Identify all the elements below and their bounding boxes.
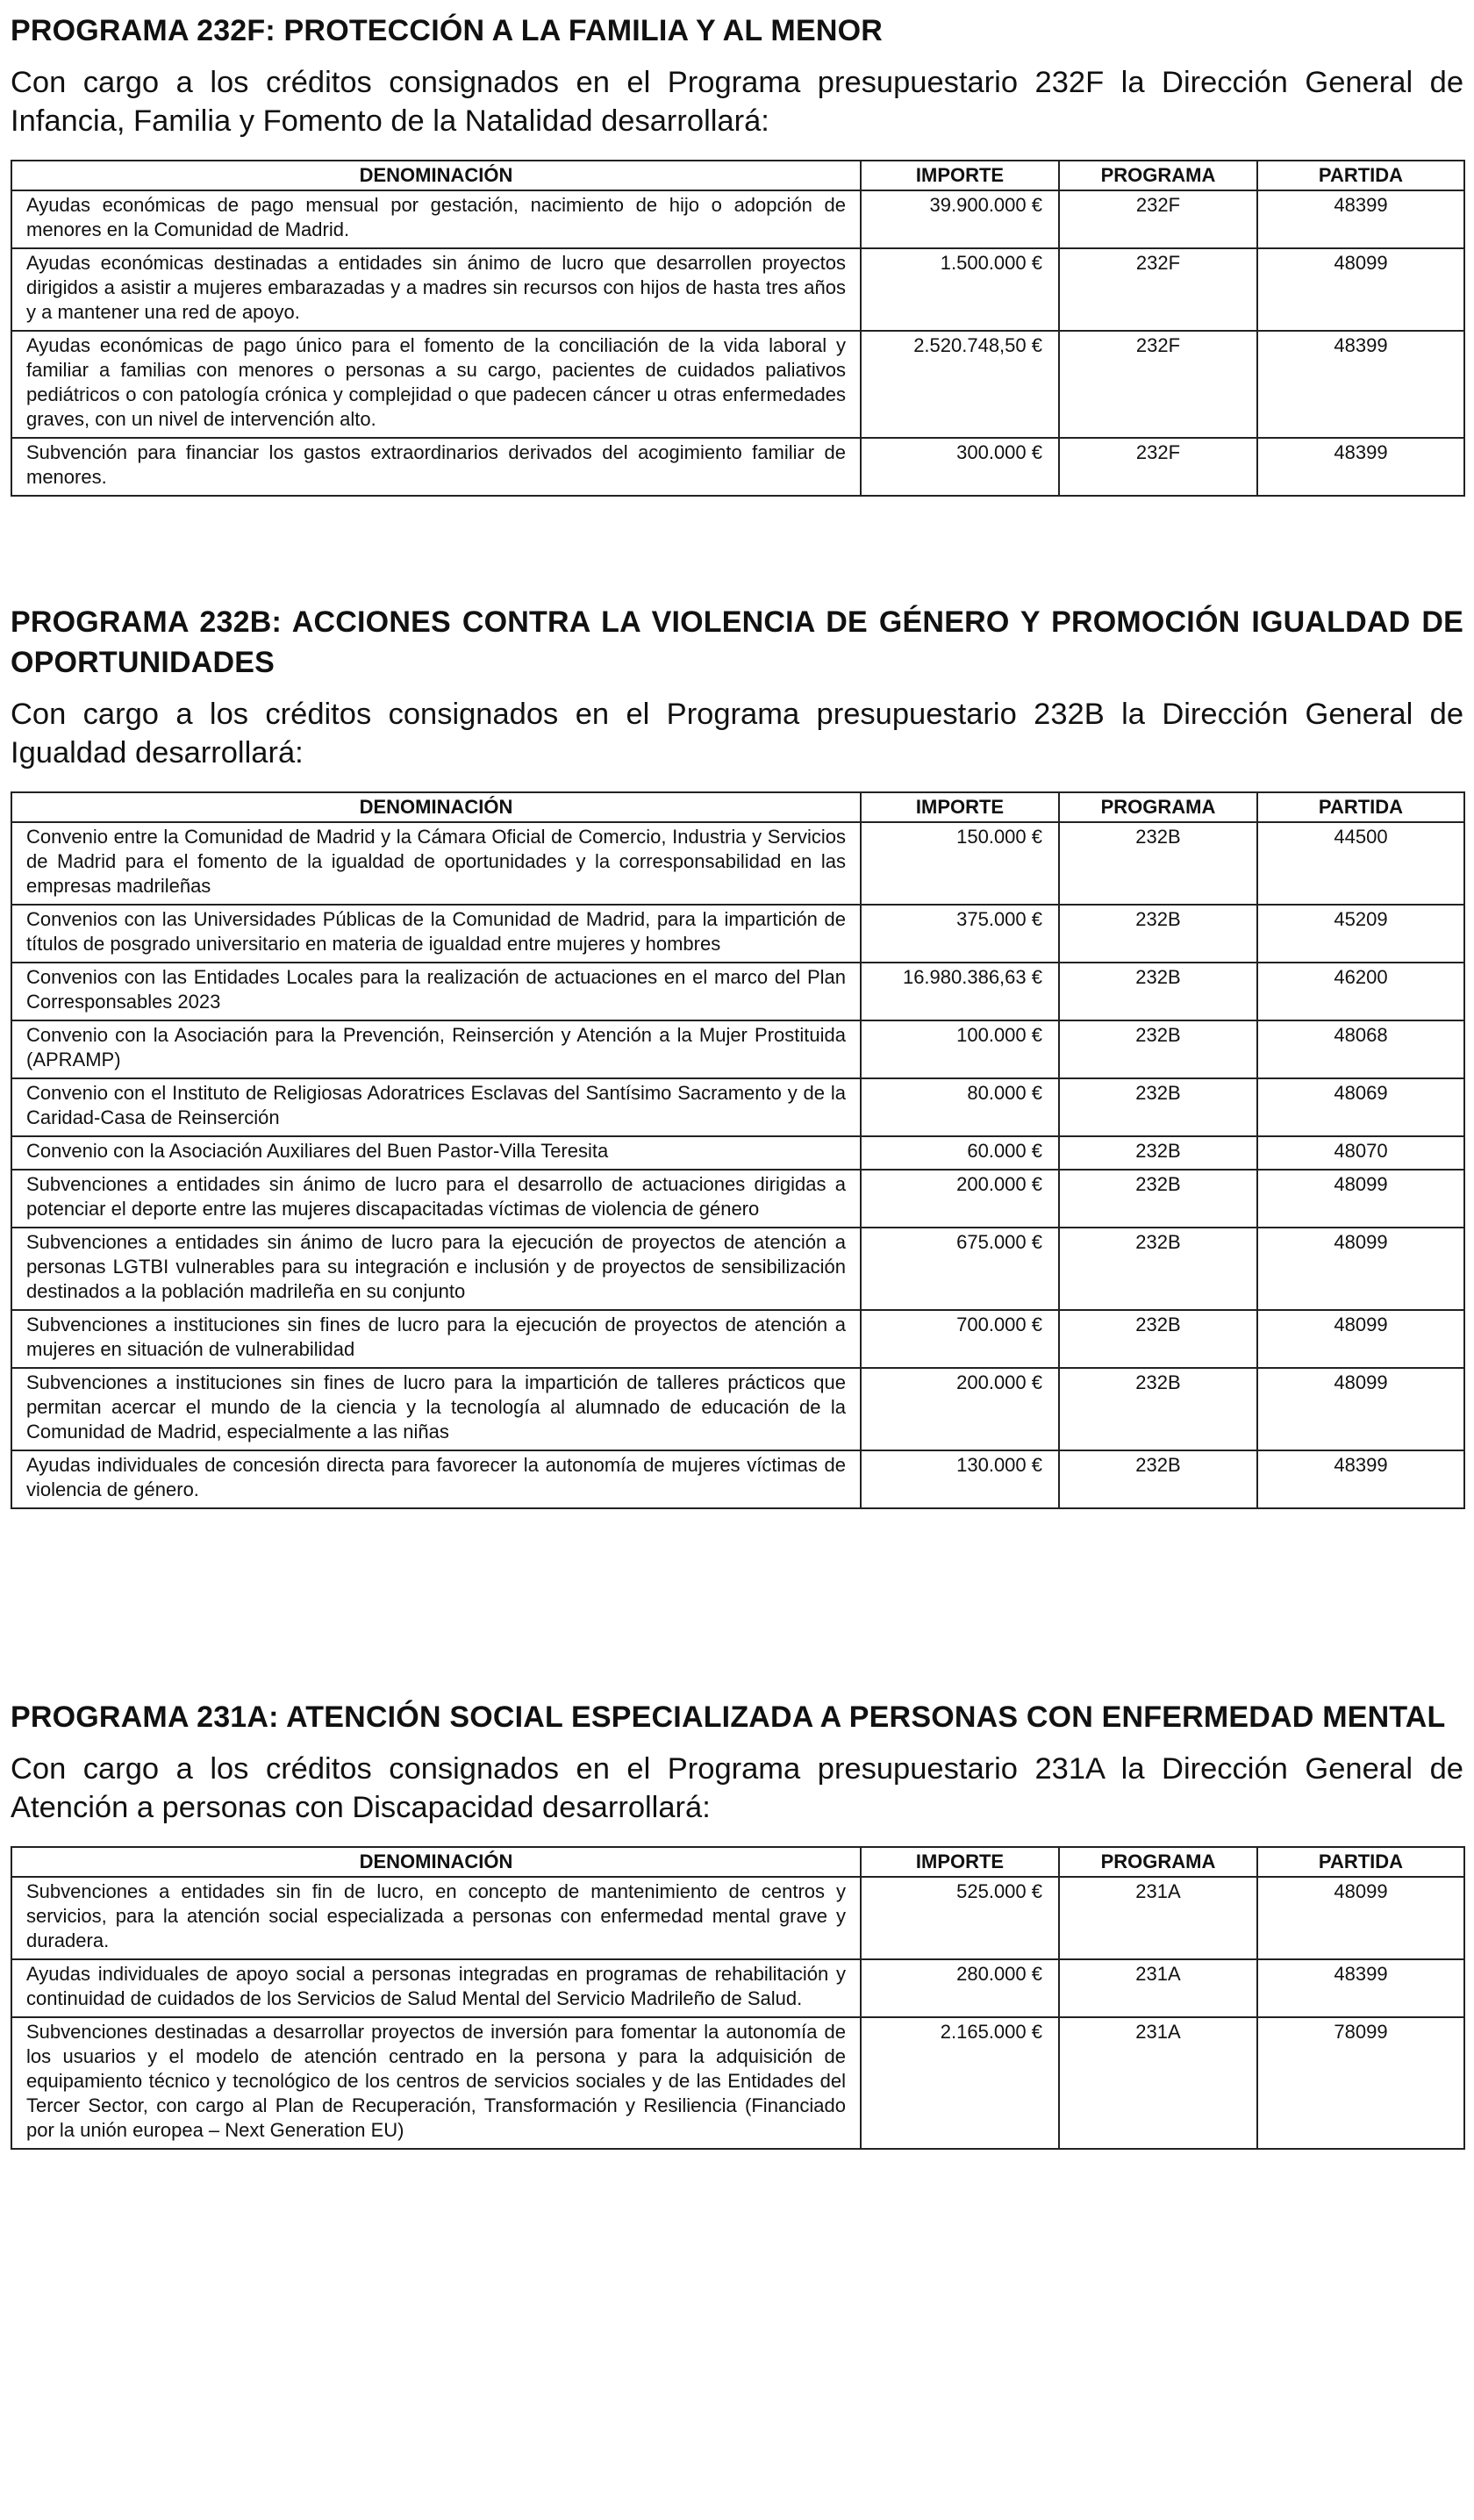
table-row bbox=[11, 1078, 1464, 1136]
cell-programa: 231A bbox=[1059, 1877, 1257, 1959]
cell-partida: 48099 bbox=[1257, 1228, 1464, 1310]
table-row bbox=[11, 331, 1464, 438]
cell-programa: 232B bbox=[1059, 1228, 1257, 1310]
cell-partida: 48399 bbox=[1257, 331, 1464, 438]
cell-denominacion: Convenio entre la Comunidad de Madrid y la Cámara Oficial de Comercio, Industria y Servicios de Madrid para el fomento de la igualdad de oportunidades y la corresponsabilidad en las empresas madrileñas bbox=[11, 822, 861, 905]
table-231a bbox=[11, 1846, 1465, 2150]
col-header-programa: PROGRAMA bbox=[1059, 792, 1257, 822]
col-header-importe: IMPORTE bbox=[861, 792, 1059, 822]
cell-denominacion: Subvenciones destinadas a desarrollar proyectos de inversión para fomentar la autonomía de los usuarios y el modelo de atención centrado en la persona y para la adquisición de equipamiento técnico y tecnológico de los centros de servicios sociales y de las Entidades del Tercer Sector, con cargo al Plan de Recuperación, Transformación y Resiliencia (Financiado por la unión europea – Next Generation EU) bbox=[11, 2017, 861, 2149]
section-intro: Con cargo a los créditos consignados en el Programa presupuestario 232B la Dirección General de Igualdad desarrollará: bbox=[11, 698, 1463, 770]
cell-importe: 1.500.000 € bbox=[861, 248, 1059, 331]
cell-importe: 525.000 € bbox=[861, 1877, 1059, 1959]
cell-denominacion: Ayudas económicas destinadas a entidades sin ánimo de lucro que desarrollen proyectos dirigidos a asistir a mujeres embarazadas y a madres sin recursos con hijos de hasta tres años y a mantener una red de apoyo. bbox=[11, 248, 861, 331]
cell-partida: 48099 bbox=[1257, 1310, 1464, 1368]
cell-partida: 48399 bbox=[1257, 190, 1464, 248]
table-row bbox=[11, 905, 1464, 963]
cell-importe: 16.980.386,63 € bbox=[861, 963, 1059, 1020]
cell-importe: 300.000 € bbox=[861, 438, 1059, 496]
cell-denominacion: Convenio con el Instituto de Religiosas Adoratrices Esclavas del Santísimo Sacramento y de la Caridad-Casa de Reinserción bbox=[11, 1078, 861, 1136]
cell-partida: 48099 bbox=[1257, 1368, 1464, 1450]
cell-importe: 150.000 € bbox=[861, 822, 1059, 905]
section-232b bbox=[11, 602, 1463, 1509]
col-header-denominacion: DENOMINACIÓN bbox=[11, 792, 861, 822]
cell-partida: 48070 bbox=[1257, 1136, 1464, 1170]
col-header-importe: IMPORTE bbox=[861, 161, 1059, 190]
table-header-row bbox=[11, 1847, 1464, 1877]
cell-importe: 280.000 € bbox=[861, 1959, 1059, 2017]
cell-importe: 100.000 € bbox=[861, 1020, 1059, 1078]
cell-partida: 48399 bbox=[1257, 1959, 1464, 2017]
cell-importe: 2.520.748,50 € bbox=[861, 331, 1059, 438]
cell-partida: 48068 bbox=[1257, 1020, 1464, 1078]
cell-programa: 232F bbox=[1059, 248, 1257, 331]
table-header-row bbox=[11, 792, 1464, 822]
cell-importe: 200.000 € bbox=[861, 1368, 1059, 1450]
table-232b bbox=[11, 791, 1465, 1509]
table-row bbox=[11, 1877, 1464, 1959]
section-heading: PROGRAMA 232B: ACCIONES CONTRA LA VIOLENCIA DE GÉNERO Y PROMOCIÓN IGUALDAD DE OPORTUNIDADES bbox=[11, 605, 1463, 679]
table-row bbox=[11, 1959, 1464, 2017]
col-header-partida: PARTIDA bbox=[1257, 792, 1464, 822]
table-row bbox=[11, 1136, 1464, 1170]
section-231a bbox=[11, 1697, 1463, 2150]
section-intro: Con cargo a los créditos consignados en el Programa presupuestario 231A la Dirección General de Atención a personas con Discapacidad desarrollará: bbox=[11, 1752, 1463, 1824]
cell-importe: 130.000 € bbox=[861, 1450, 1059, 1508]
cell-importe: 375.000 € bbox=[861, 905, 1059, 963]
cell-programa: 232B bbox=[1059, 963, 1257, 1020]
cell-denominacion: Convenio con la Asociación Auxiliares del Buen Pastor-Villa Teresita bbox=[11, 1136, 861, 1170]
table-row bbox=[11, 438, 1464, 496]
cell-denominacion: Ayudas individuales de concesión directa para favorecer la autonomía de mujeres víctimas de violencia de género. bbox=[11, 1450, 861, 1508]
col-header-programa: PROGRAMA bbox=[1059, 161, 1257, 190]
cell-programa: 232F bbox=[1059, 331, 1257, 438]
cell-denominacion: Convenios con las Entidades Locales para la realización de actuaciones en el marco del Plan Corresponsables 2023 bbox=[11, 963, 861, 1020]
cell-importe: 80.000 € bbox=[861, 1078, 1059, 1136]
section-232f bbox=[11, 11, 1463, 497]
cell-denominacion: Convenios con las Universidades Públicas de la Comunidad de Madrid, para la impartición de títulos de posgrado universitario en materia de igualdad entre mujeres y hombres bbox=[11, 905, 861, 963]
table-232f bbox=[11, 160, 1465, 497]
section-heading: PROGRAMA 231A: ATENCIÓN SOCIAL ESPECIALIZADA A PERSONAS CON ENFERMEDAD MENTAL bbox=[11, 1700, 1446, 1734]
cell-denominacion: Ayudas económicas de pago mensual por gestación, nacimiento de hijo o adopción de menores en la Comunidad de Madrid. bbox=[11, 190, 861, 248]
cell-denominacion: Ayudas individuales de apoyo social a personas integradas en programas de rehabilitación y continuidad de cuidados de los Servicios de Salud Mental del Servicio Madrileño de Salud. bbox=[11, 1959, 861, 2017]
cell-denominacion: Ayudas económicas de pago único para el fomento de la conciliación de la vida laboral y familiar a familias con menores o personas a su cargo, pacientes de cuidados paliativos pediátricos o con patología crónica y complejidad o que padecen cáncer u otras enfermedades graves, con un nivel de intervención alto. bbox=[11, 331, 861, 438]
cell-programa: 232B bbox=[1059, 1020, 1257, 1078]
table-header-row bbox=[11, 161, 1464, 190]
table-row bbox=[11, 1170, 1464, 1228]
cell-importe: 60.000 € bbox=[861, 1136, 1059, 1170]
table-row bbox=[11, 1020, 1464, 1078]
table-row bbox=[11, 1450, 1464, 1508]
section-intro: Con cargo a los créditos consignados en el Programa presupuestario 232F la Dirección General de Infancia, Familia y Fomento de la Natalidad desarrollará: bbox=[11, 66, 1463, 138]
col-header-importe: IMPORTE bbox=[861, 1847, 1059, 1877]
cell-partida: 48399 bbox=[1257, 438, 1464, 496]
cell-partida: 48069 bbox=[1257, 1078, 1464, 1136]
cell-partida: 48399 bbox=[1257, 1450, 1464, 1508]
cell-denominacion: Subvención para financiar los gastos extraordinarios derivados del acogimiento familiar de menores. bbox=[11, 438, 861, 496]
cell-denominacion: Subvenciones a instituciones sin fines de lucro para la impartición de talleres prácticos que permitan acercar el mundo de la ciencia y la tecnología al alumnado de educación de la Comunidad de Madrid, especialmente a las niñas bbox=[11, 1368, 861, 1450]
cell-partida: 48099 bbox=[1257, 1877, 1464, 1959]
cell-denominacion: Subvenciones a entidades sin ánimo de lucro para el desarrollo de actuaciones dirigidas a potenciar el deporte entre las mujeres discapacitadas víctimas de violencia de género bbox=[11, 1170, 861, 1228]
cell-partida: 46200 bbox=[1257, 963, 1464, 1020]
cell-programa: 232F bbox=[1059, 438, 1257, 496]
cell-partida: 45209 bbox=[1257, 905, 1464, 963]
cell-partida: 78099 bbox=[1257, 2017, 1464, 2149]
cell-programa: 232B bbox=[1059, 905, 1257, 963]
table-row bbox=[11, 1368, 1464, 1450]
cell-importe: 700.000 € bbox=[861, 1310, 1059, 1368]
cell-importe: 675.000 € bbox=[861, 1228, 1059, 1310]
table-row bbox=[11, 963, 1464, 1020]
cell-programa: 232B bbox=[1059, 1368, 1257, 1450]
col-header-denominacion: DENOMINACIÓN bbox=[11, 1847, 861, 1877]
cell-programa: 232B bbox=[1059, 1170, 1257, 1228]
col-header-denominacion: DENOMINACIÓN bbox=[11, 161, 861, 190]
cell-denominacion: Subvenciones a instituciones sin fines de lucro para la ejecución de proyectos de atención a mujeres en situación de vulnerabilidad bbox=[11, 1310, 861, 1368]
cell-programa: 231A bbox=[1059, 1959, 1257, 2017]
cell-partida: 48099 bbox=[1257, 248, 1464, 331]
cell-programa: 232B bbox=[1059, 1078, 1257, 1136]
section-heading: PROGRAMA 232F: PROTECCIÓN A LA FAMILIA Y AL MENOR bbox=[11, 14, 883, 47]
cell-programa: 231A bbox=[1059, 2017, 1257, 2149]
cell-importe: 39.900.000 € bbox=[861, 190, 1059, 248]
cell-denominacion: Subvenciones a entidades sin fin de lucro, en concepto de mantenimiento de centros y servicios, para la atención social especializada a personas con enfermedad mental grave y duradera. bbox=[11, 1877, 861, 1959]
table-row bbox=[11, 248, 1464, 331]
table-row bbox=[11, 822, 1464, 905]
cell-programa: 232F bbox=[1059, 190, 1257, 248]
cell-programa: 232B bbox=[1059, 1136, 1257, 1170]
table-row bbox=[11, 1228, 1464, 1310]
cell-importe: 200.000 € bbox=[861, 1170, 1059, 1228]
col-header-partida: PARTIDA bbox=[1257, 1847, 1464, 1877]
table-row bbox=[11, 190, 1464, 248]
cell-programa: 232B bbox=[1059, 822, 1257, 905]
cell-importe: 2.165.000 € bbox=[861, 2017, 1059, 2149]
col-header-programa: PROGRAMA bbox=[1059, 1847, 1257, 1877]
cell-partida: 48099 bbox=[1257, 1170, 1464, 1228]
cell-programa: 232B bbox=[1059, 1450, 1257, 1508]
cell-denominacion: Convenio con la Asociación para la Prevención, Reinserción y Atención a la Mujer Prostituida (APRAMP) bbox=[11, 1020, 861, 1078]
table-row bbox=[11, 2017, 1464, 2149]
col-header-partida: PARTIDA bbox=[1257, 161, 1464, 190]
cell-programa: 232B bbox=[1059, 1310, 1257, 1368]
table-row bbox=[11, 1310, 1464, 1368]
cell-partida: 44500 bbox=[1257, 822, 1464, 905]
cell-denominacion: Subvenciones a entidades sin ánimo de lucro para la ejecución de proyectos de atención a personas LGTBI vulnerables para su integración e inclusión y de proyectos de sensibilización destinados a la población madrileña en su conjunto bbox=[11, 1228, 861, 1310]
